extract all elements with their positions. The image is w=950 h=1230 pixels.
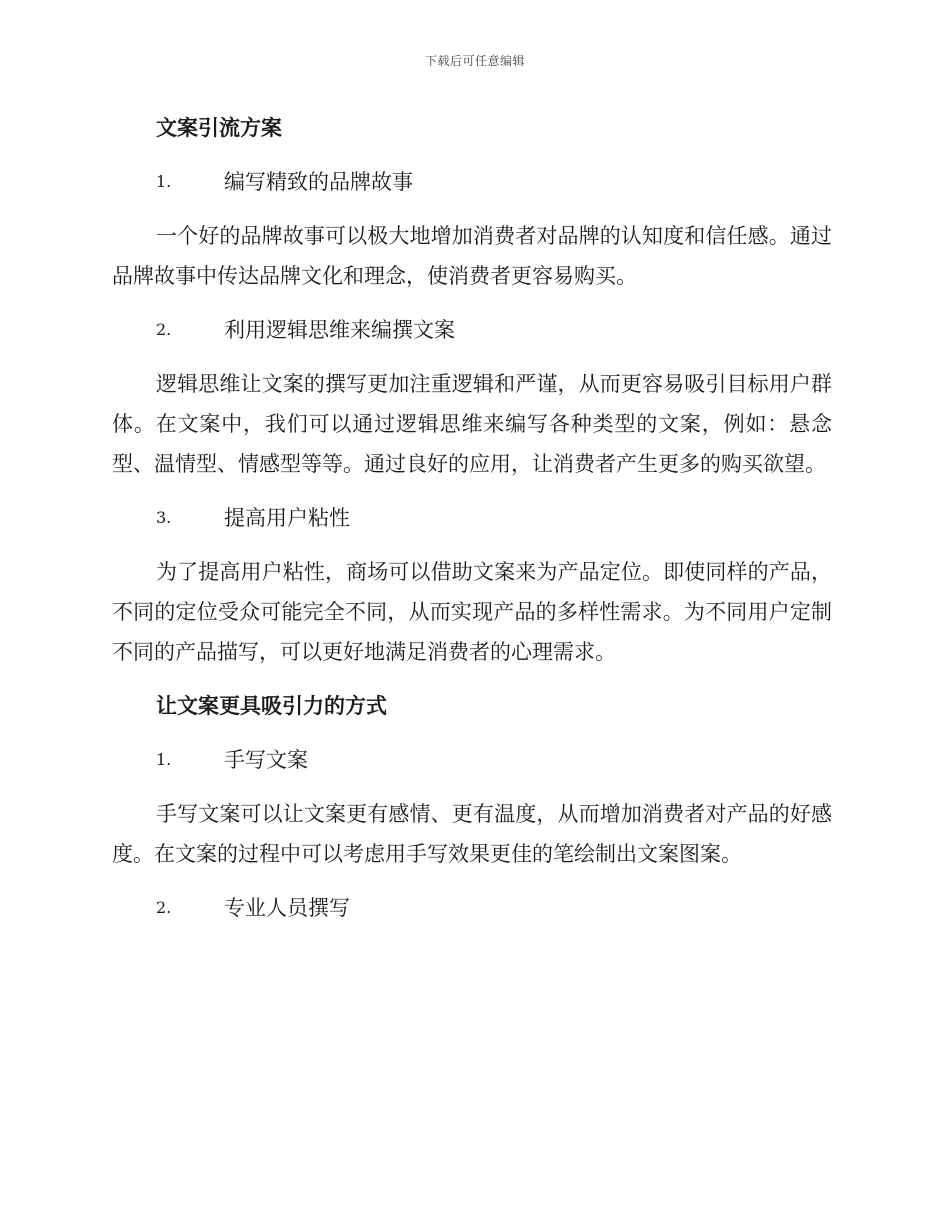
list-item [156,888,832,928]
list-item-title: 利用逻辑思维来编撰文案 [224,318,455,342]
list-item [156,498,832,538]
section-heading: 让文案更具吸引力的方式 [156,693,387,718]
list-item-title: 提高用户粘性 [224,506,350,530]
paragraph: 一个好的品牌故事可以极大地增加消费者对品牌的认知度和信任感。通过品牌故事中传达品牌文化和理念，使消费者更容易购买。 [112,224,832,288]
list-item-title: 手写文案 [224,748,308,772]
paragraph: 逻辑思维让文案的撰写更加注重逻辑和严谨，从而更容易吸引目标用户群体。在文案中，我们可以通过逻辑思维来编写各种类型的文案，例如：悬念型、温情型、情感型等等。通过良好的应用，让消费者产生更多的购买欲望。 [112,372,832,476]
list-item-title: 专业人员撰写 [224,896,350,920]
section-heading: 文案引流方案 [156,115,282,140]
list-number: 2. [156,898,172,917]
list-number: 1. [156,172,172,191]
paragraph: 为了提高用户粘性，商场可以借助文案来为产品定位。即使同样的产品，不同的定位受众可能完全不同，从而实现产品的多样性需求。为不同用户定制不同的产品描写，可以更好地满足消费者的心理需求。 [112,560,832,664]
paragraph: 手写文案可以让文案更有感情、更有温度，从而增加消费者对产品的好感度。在文案的过程中可以考虑用手写效果更佳的笔绘制出文案图案。 [112,802,832,866]
list-number: 1. [156,750,172,769]
list-item [156,740,832,780]
page-header: 下载后可任意编辑 [424,54,525,68]
list-item-title: 编写精致的品牌故事 [224,170,413,194]
list-number: 3. [156,508,172,527]
list-item [156,310,832,350]
list-item [156,162,832,202]
document-content [112,108,832,942]
list-number: 2. [156,320,172,339]
